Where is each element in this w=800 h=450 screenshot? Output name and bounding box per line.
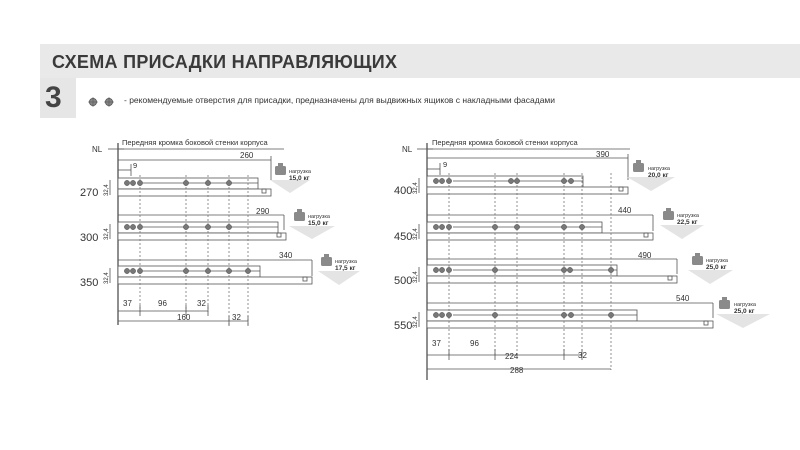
nl-value: 270	[80, 187, 99, 199]
height-label: 32,4	[413, 316, 419, 328]
nl-label-left: NL	[92, 145, 103, 154]
nl-value: 450	[394, 231, 413, 243]
front-edge-label-left: Передняя кромка боковой стенки корпуса	[122, 138, 268, 147]
nl-label-right: NL	[402, 145, 413, 154]
height-label: 32,4	[104, 228, 110, 240]
load-value: 22,5 кг	[677, 219, 698, 226]
load-word: нагрузка	[677, 213, 699, 219]
dim-b: 96	[158, 299, 167, 308]
load-word: нагрузка	[706, 258, 728, 264]
load-word: нагрузка	[289, 169, 311, 175]
load-word: нагрузка	[335, 259, 357, 265]
load-value: 20,0 кг	[648, 172, 669, 179]
dim-a: 37	[123, 299, 132, 308]
mounting-hole-icon	[183, 180, 188, 185]
height-label: 32,4	[104, 184, 110, 196]
height-label: 32,4	[413, 228, 419, 240]
front-edge-label-right: Передняя кромка боковой стенки корпуса	[432, 138, 578, 147]
load-value: 15,0 кг	[289, 175, 310, 182]
length-value: 290	[256, 207, 270, 216]
height-label: 32,4	[104, 272, 110, 284]
dim-d: 224	[505, 352, 519, 361]
length-value: 540	[676, 294, 690, 303]
load-value: 25,0 кг	[734, 308, 755, 315]
nl-value: 500	[394, 275, 413, 287]
nl-value: 400	[394, 185, 413, 197]
dim-e: 32	[232, 313, 241, 322]
length-value: 260	[240, 151, 254, 160]
load-word: нагрузка	[734, 302, 756, 308]
dim-d: 160	[177, 313, 191, 322]
nl-value: 550	[394, 320, 413, 332]
legend-text: - рекомендуемые отверстия для присадки, предназначены для выдвижных ящиков с накладными фасадами	[124, 95, 556, 105]
height-label: 32,4	[413, 182, 419, 194]
offset-label-left: 9	[133, 161, 138, 170]
dim-c: 32	[197, 299, 206, 308]
dim-b: 96	[470, 339, 479, 348]
mounting-hole-icon	[124, 180, 129, 185]
length-value: 340	[279, 251, 293, 260]
dim-a: 37	[432, 339, 441, 348]
length-value: 490	[638, 251, 652, 260]
load-word: нагрузка	[308, 214, 330, 220]
offset-label-right: 9	[443, 160, 448, 169]
length-value: 440	[618, 206, 632, 215]
right-holes	[433, 178, 613, 317]
load-value: 17,5 кг	[335, 265, 356, 272]
load-value: 25,0 кг	[706, 264, 727, 271]
nl-value: 300	[80, 232, 99, 244]
step-number: 3	[45, 81, 62, 114]
dim-e: 288	[510, 366, 524, 375]
load-word: нагрузка	[648, 166, 670, 172]
dim-c: 32	[578, 351, 587, 360]
page-title: СХЕМА ПРИСАДКИ НАПРАВЛЯЮЩИХ	[52, 52, 398, 72]
nl-value: 350	[80, 277, 99, 289]
load-value: 15,0 кг	[308, 220, 329, 227]
height-label: 32,4	[413, 271, 419, 283]
length-value: 390	[596, 150, 610, 159]
